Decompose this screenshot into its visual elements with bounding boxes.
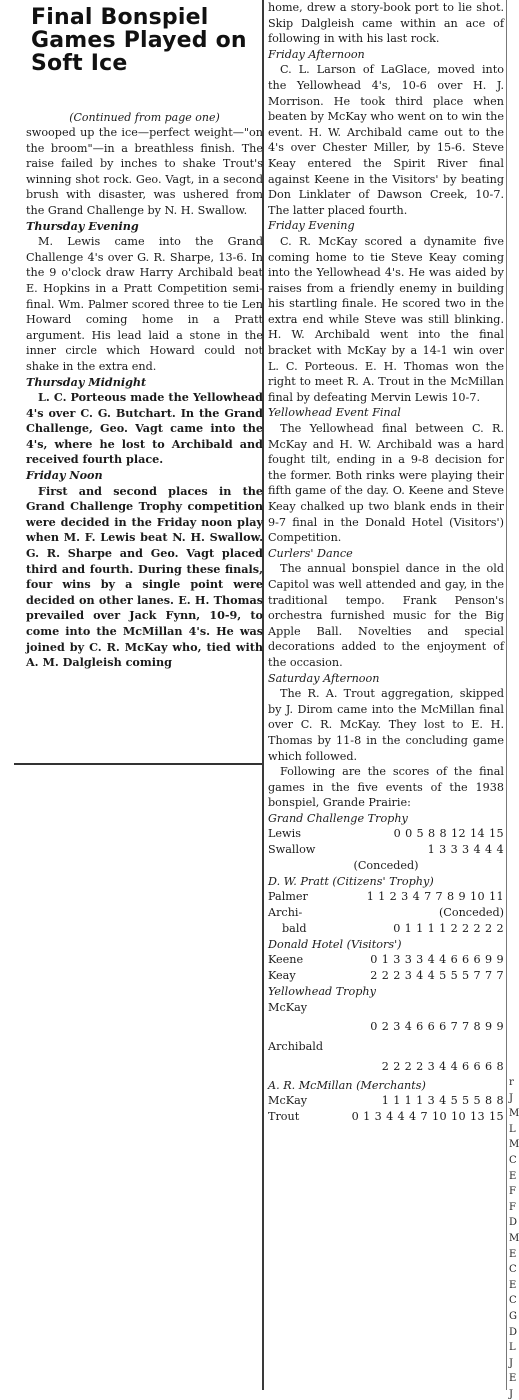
score-row	[268, 889, 504, 905]
mcmillan-title: A. R. McMillan (Merchants)	[268, 1078, 426, 1092]
score-sequence: 0 1 3 4 4 4 7 10 10 13 15	[351, 1110, 504, 1124]
edge-letter: E	[509, 1279, 517, 1291]
paragraph: home, drew a story-book port to lie shot. Skip Dalgleish came within an ace of following in with his last rock.	[268, 1, 504, 46]
left-column-body	[26, 125, 263, 671]
section-heading: Thursday Midnight	[26, 374, 147, 389]
page-edge-rule	[506, 0, 507, 1390]
edge-letter: L	[509, 1342, 516, 1354]
section-heading: Friday Afternoon	[268, 47, 365, 61]
article-end-rule	[14, 763, 262, 765]
score-sequence: 1 1 2 3 4 7 7 8 9 10 11	[366, 890, 504, 904]
edge-letter: D	[509, 1326, 518, 1338]
conceded-note: (Conceded)	[353, 859, 419, 873]
player-name: McKay	[268, 1094, 308, 1108]
player-name: Keene	[268, 953, 304, 967]
score-sequence: 0 2 3 4 6 6 6 7 7 8 9 9	[370, 1020, 504, 1034]
player-name: Swallow	[268, 843, 316, 857]
donald-hotel-title: Donald Hotel (Visitors')	[268, 937, 402, 951]
right-column-body	[268, 0, 504, 811]
section-heading: Yellowhead Event Final	[268, 406, 401, 420]
right-column	[268, 0, 504, 1125]
section-heading: Friday Evening	[268, 219, 355, 233]
score-row	[268, 921, 504, 937]
score-sequence: 0 1 3 3 3 4 4 6 6 6 9 9	[370, 953, 504, 967]
paragraph: L. C. Porteous made the Yellowhead 4's over C. G. Butchart. In the Grand Challenge, Geo. Vagt came into the 4's, where he lost to Archibald and received fourth place.	[26, 390, 263, 467]
player-name: McKay	[268, 1000, 308, 1014]
edge-letter: J	[509, 1092, 514, 1104]
edge-letter: M	[509, 1139, 519, 1151]
yellowhead-title: Yellowhead Trophy	[268, 985, 376, 999]
paragraph: swooped up the ice—perfect weight—"on the broom"—in a breathless finish. The raise failed by inches to shake Trout's winning shot rock. Geo. Vagt, in a second brush with disaster, was ushered from the Grand Challenge by N. H. Swallow.	[26, 126, 263, 217]
score-row	[268, 826, 504, 842]
conceded-note: (Conceded)	[438, 906, 504, 920]
edge-letter: E	[509, 1170, 517, 1182]
paragraph: The Yellowhead final between C. R. McKay and H. W. Archibald was a hard fought tilt, ending in a 9-8 decision for the former. Both rinks were playing their fifth game of the day. O. Keene and Steve Keay chalked up two blank ends in their 9-7 final in the Donald Hotel (Visitors') Competition.	[268, 422, 504, 545]
edge-letter: C	[509, 1295, 517, 1307]
edge-letter: G	[509, 1311, 517, 1322]
edge-letter: F	[509, 1186, 516, 1198]
edge-letter: L	[509, 1123, 516, 1135]
edge-letter: D	[509, 1217, 518, 1229]
edge-letter: E	[509, 1248, 517, 1260]
grand-challenge-title: Grand Challenge Trophy	[268, 811, 408, 825]
paragraph: M. Lewis came into the Grand Challenge 4's over G. R. Sharpe, 13-6. In the 9 o'clock draw Harry Archibald beat E. Hopkins in a Pratt Competition semi-final. Wm. Palmer scored three to tie Len Howard coming home in a Pratt argument. His lead laid a stone in the inner circle which Howard could not shake in the extra end.	[26, 235, 263, 373]
player-name: Lewis	[268, 827, 301, 841]
edge-letter: J	[509, 1389, 514, 1400]
score-row	[268, 968, 504, 984]
section-heading: Curlers' Dance	[268, 546, 353, 560]
edge-letter: J	[509, 1357, 514, 1369]
edge-letter: C	[509, 1155, 517, 1166]
player-name: bald	[282, 922, 307, 936]
score-sequence: 1 1 1 1 3 4 5 5 5 8 8	[381, 1094, 504, 1108]
section-heading: Friday Noon	[26, 468, 103, 483]
edge-letter: M	[509, 1233, 519, 1244]
edge-letter: E	[509, 1373, 517, 1385]
headline: Final Bonspiel Games Played on Soft Ice	[31, 5, 247, 76]
left-column	[26, 0, 263, 671]
score-row	[268, 1109, 504, 1125]
score-sequence: 0 1 1 1 1 2 2 2 2 2	[393, 922, 504, 936]
score-row	[268, 905, 504, 921]
edge-letter: r	[509, 1077, 514, 1088]
paragraph: C. L. Larson of LaGlace, moved into the Yellowhead 4's, 10-6 over H. J. Morrison. He took third place when beaten by McKay who went on to win the event. H. W. Archibald came out to the 4's over Chester Miller, by 15-6. Steve Keay entered the Spirit River final against Keene in the Visitors' by beating Don Linklater of Dawson Creek, 10-7. The latter placed fourth.	[268, 63, 504, 217]
score-row	[268, 1093, 504, 1109]
paragraph: The annual bonspiel dance in the old Capitol was well attended and gay, in the traditional tempo. Frank Penson's orchestra furnished music for the Big Apple Ball. Novelties and special decorations added to the enjoyment of the occasion.	[268, 562, 504, 669]
score-sequence: 1 3 3 3 4 4 4	[427, 843, 504, 857]
paragraph: C. R. McKay scored a dynamite five coming home to tie Steve Keay coming into the Yellowhead 4's. He was aided by raises from a friendly enemy in building his startling finale. He scored two in the extra end while Steve was still blinking. H. W. Archibald went into the final bracket with McKay by a 14-1 win over L. C. Porteous. E. H. Thomas won the right to meet R. A. Trout in the McMillan final by defeating Mervin Lewis 10-7.	[268, 234, 504, 404]
score-sequence: 2 2 2 2 3 4 4 6 6 6 8	[381, 1060, 504, 1074]
player-name: Palmer	[268, 890, 308, 904]
continuation-note: (Continued from page one)	[69, 111, 220, 124]
player-name: Archibald	[268, 1040, 324, 1054]
player-name: Archi-	[268, 906, 303, 920]
player-name: Keay	[268, 969, 296, 983]
score-tables	[268, 811, 504, 1125]
section-heading: Saturday Afternoon	[268, 671, 380, 685]
paragraph: The R. A. Trout aggregation, skipped by J. Dirom came into the McMillan final over C. R. McKay. They lost to E. H. Thomas by 11-8 in the concluding game which followed.	[268, 687, 504, 763]
section-heading: Thursday Evening	[26, 218, 139, 233]
score-row	[268, 952, 504, 968]
pratt-title: D. W. Pratt (Citizens' Trophy)	[268, 874, 434, 888]
score-row	[268, 842, 504, 858]
score-sequence: 0 0 5 8 8 12 14 15	[393, 827, 504, 841]
edge-letter: C	[509, 1264, 517, 1276]
player-name: Trout	[268, 1110, 300, 1124]
edge-letter: F	[509, 1201, 516, 1213]
paragraph: First and second places in the Grand Challenge Trophy competition were decided in the Friday noon play when M. F. Lewis beat N. H. Swallow. G. R. Sharpe and Geo. Vagt placed third and fourth. During these finals, four wins by a single point were decided on other lanes. E. H. Thomas prevailed over Jack Fynn, 10-9, to come into the McMillan 4's. He was joined by C. R. McKay who, tied with A. M. Dalgleish coming	[26, 483, 263, 670]
paragraph: Following are the scores of the final games in the five events of the 1938 bonspiel, Grande Prairie:	[268, 765, 504, 810]
score-sequence: 2 2 2 3 4 4 5 5 5 7 7 7	[370, 969, 504, 983]
edge-letter: M	[509, 1108, 519, 1120]
